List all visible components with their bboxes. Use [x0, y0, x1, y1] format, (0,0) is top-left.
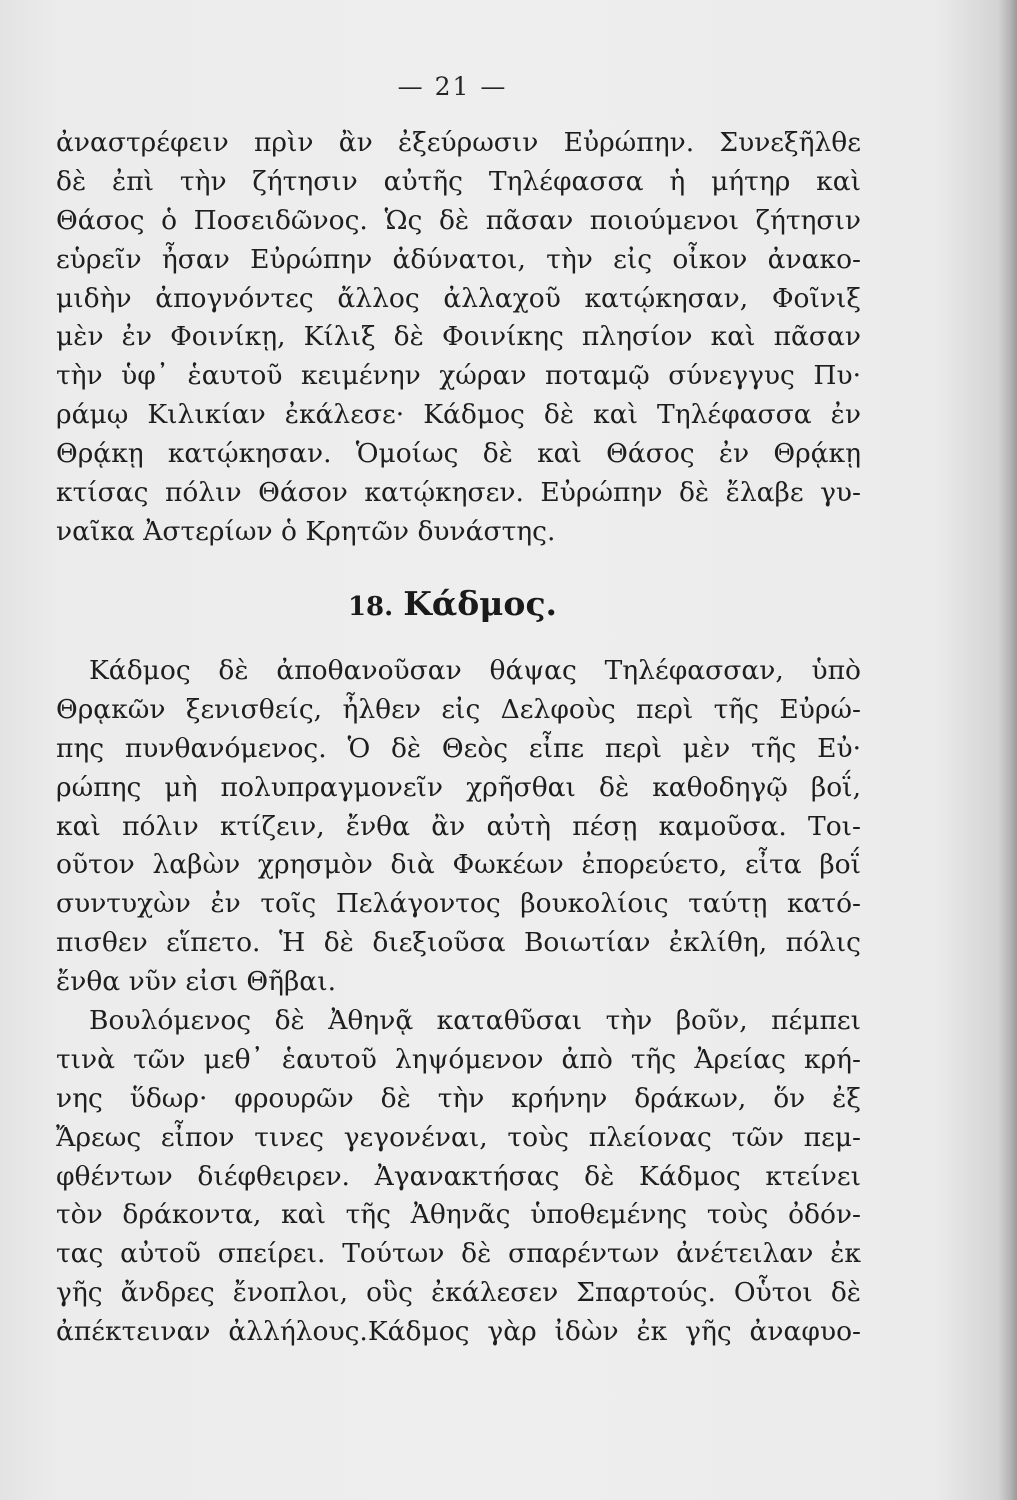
- text-line: Θρᾴκῃ κατῴκησαν. Ὁμοίως δὲ καὶ Θάσος ἐν Θρᾴκῃ: [56, 438, 861, 470]
- text-line: πης πυνθανόμενος. Ὁ δὲ Θεὸς εἶπε περὶ μὲν τῆς Εὐ·: [56, 732, 861, 764]
- text-line: ἔνθα νῦν εἰσι Θῆβαι.: [56, 966, 337, 998]
- text-line: τινὰ τῶν μεθ᾽ ἑαυτοῦ ληψόμενον ἀπὸ τῆς Ἀρείας κρή-: [56, 1043, 861, 1075]
- text-line: Ἄρεως εἶπον τινες γεγονέναι, τοὺς πλείονας τῶν πεμ-: [56, 1121, 861, 1153]
- text-line: γῆς ἄνδρες ἔνοπλοι, οὓς ἐκάλεσεν Σπαρτούς. Οὗτοι δὲ: [56, 1277, 861, 1309]
- text-line: οῦτον λαβὼν χρησμὸν διὰ Φωκέων ἐπορεύετο, εἶτα βοΐ: [56, 849, 861, 881]
- paragraph-1: [56, 124, 861, 552]
- text-line: εὑρεῖν ἦσαν Εὐρώπην ἀδύνατοι, τὴν εἰς οἶκον ἀνακο-: [56, 243, 861, 275]
- text-line: κτίσας πόλιν Θάσον κατῴκησεν. Εὐρώπην δὲ ἔλαβε γυ-: [56, 477, 861, 509]
- text-line: τὴν ὑφ᾽ ἑαυτοῦ κειμένην χώραν ποταμῷ σύνεγγυς Πυ·: [56, 360, 861, 392]
- page-number: — 21 —: [397, 72, 508, 101]
- section-heading: [0, 584, 905, 623]
- text-line: συντυχὼν ἐν τοῖς Πελάγοντος βουκολίοις ταύτῃ κατό-: [56, 888, 861, 920]
- text-line: ρώπης μὴ πολυπραγμονεῖν χρῆσθαι δὲ καθοδηγῷ βοΐ,: [56, 771, 861, 803]
- text-line: νης ὕδωρ· φρουρῶν δὲ τὴν κρήνην δράκων, ὅν ἐξ: [56, 1082, 861, 1114]
- text-line: Κάδμος δὲ ἀποθανοῦσαν θάψας Τηλέφασσαν, ὑπὸ: [89, 655, 861, 686]
- text-line: τὸν δράκοντα, καὶ τῆς Ἀθηνᾶς ὑποθεμένης τοὺς ὀδόν-: [56, 1199, 861, 1231]
- text-line: ναῖκα Ἀστερίων ὁ Κρητῶν δυνάστης.: [56, 515, 556, 547]
- text-line: ἀπέκτειναν ἀλλήλους.Κάδμος γὰρ ἰδὼν ἐκ γῆς ἀναφυο-: [56, 1316, 861, 1348]
- text-line: πισθεν εἵπετο. Ἡ δὲ διεξιοῦσα Βοιωτίαν ἐκλίθη, πόλις: [56, 927, 861, 959]
- text-line: φθέντων διέφθειρεν. Ἀγανακτήσας δὲ Κάδμος κτείνει: [56, 1160, 861, 1192]
- text-line: Βουλόμενος δὲ Ἀθηνᾷ καταθῦσαι τὴν βοῦν, πέμπει: [89, 1005, 861, 1037]
- text-line: μὲν ἐν Φοινίκῃ, Κίλιξ δὲ Φοινίκης πλησίον καὶ πᾶσαν: [56, 321, 861, 353]
- page-edge-shadow: [999, 0, 1017, 1500]
- section-number: 18.: [347, 592, 394, 622]
- text-line: Θάσος ὁ Ποσειδῶνος. Ὡς δὲ πᾶσαν ποιούμενοι ζήτησιν: [56, 204, 861, 236]
- text-line: ἀναστρέφειν πρὶν ἂν ἐξεύρωσιν Εὐρώπην. Συνεξῆλθε: [56, 127, 861, 158]
- text-line: τας αὐτοῦ σπείρει. Τούτων δὲ σπαρέντων ἀνέτειλαν ἐκ: [56, 1238, 861, 1270]
- text-line: ράμῳ Κιλικίαν ἐκάλεσε· Κάδμος δὲ καὶ Τηλέφασσα ἐν: [56, 399, 861, 431]
- text-line: Θρᾳκῶν ξενισθείς, ἦλθεν εἰς Δελφοὺς περὶ τῆς Εὐρώ-: [56, 693, 861, 725]
- text-line: καὶ πόλιν κτίζειν, ἔνθα ἂν αὐτὴ πέσῃ καμοῦσα. Τοι-: [56, 810, 861, 842]
- text-line: δὲ ἐπὶ τὴν ζήτησιν αὐτῆς Τηλέφασσα ἡ μήτηρ καὶ: [56, 165, 861, 197]
- paragraph-2-and-3: [56, 652, 861, 1352]
- text-line: μιδὴν ἀπογνόντες ἄλλος ἀλλαχοῦ κατῴκησαν, Φοῖνιξ: [56, 282, 861, 314]
- section-title: Κάδμος.: [403, 584, 558, 623]
